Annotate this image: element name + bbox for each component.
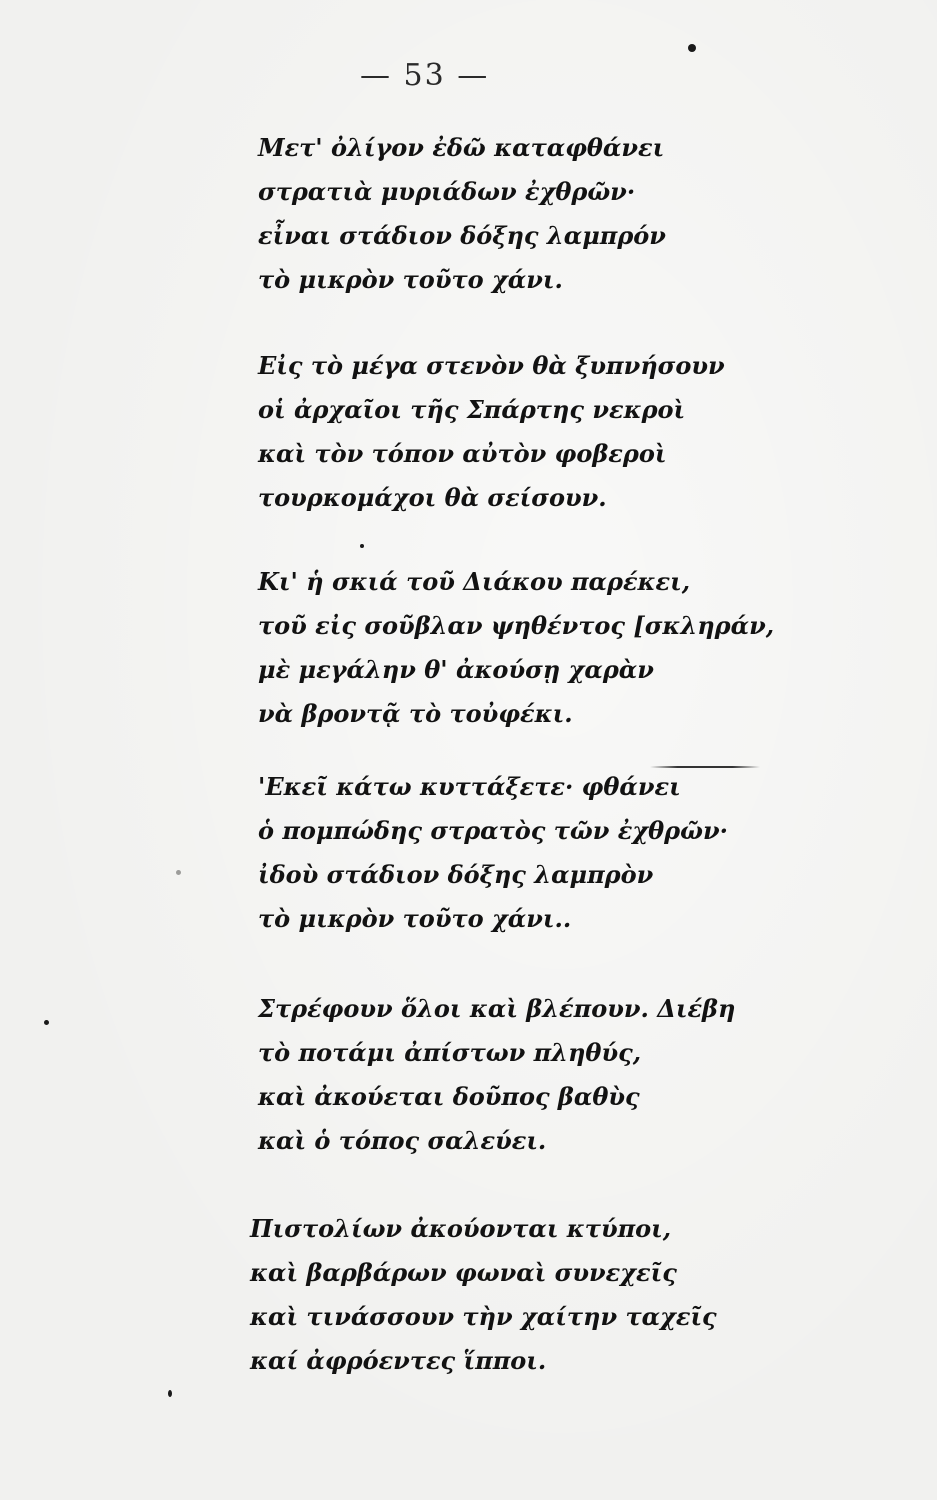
- verse-line: καὶ τινάσσουν τὴν χαίτην ταχεῖς: [250, 1302, 717, 1331]
- verse-line: καὶ ἀκούεται δοῦπος βαθὺς: [258, 1082, 640, 1111]
- verse-line: στρατιὰ μυριάδων ἐχθρῶν·: [258, 177, 636, 206]
- verse-line: τοῦ εἰς σοῦβλαν ψηθέντος [σκληράν,: [258, 611, 775, 640]
- verse-line: καί ἀφρόεντες ἵπποι.: [250, 1346, 547, 1375]
- verse-line: Εἰς τὸ μέγα στενὸν θὰ ξυπνήσουν: [258, 351, 725, 380]
- verse-line: εἶναι στάδιον δόξης λαμπρόν: [258, 221, 666, 250]
- verse-line: Πιστολίων ἀκούονται κτύποι,: [250, 1214, 672, 1243]
- verse-line: Στρέφουν ὅλοι καὶ βλέπουν. Διέβη: [258, 994, 736, 1023]
- stanza-5: [258, 987, 778, 1163]
- scan-speck: [44, 1020, 49, 1025]
- verse-line: ὁ πομπώδης στρατὸς τῶν ἐχθρῶν·: [258, 816, 728, 845]
- verse-line: Μετ' ὀλίγον ἐδῶ καταφθάνει: [258, 133, 665, 162]
- verse-line: καὶ βαρβάρων φωναὶ συνεχεῖς: [250, 1258, 677, 1287]
- verse-line: τὸ μικρὸν τοῦτο χάνι..: [258, 904, 572, 933]
- verse-line: ἰδοὺ στάδιον δόξης λαμπρὸν: [258, 860, 654, 889]
- scan-speck: [688, 44, 696, 52]
- scan-speck: [360, 544, 364, 548]
- stanza-2: [258, 344, 778, 520]
- verse-line: Κι' ἡ σκιά τοῦ Διάκου παρέκει,: [258, 567, 691, 596]
- scan-speck: [168, 1390, 172, 1397]
- stanza-6: [250, 1207, 770, 1383]
- verse-line: οἱ ἀρχαῖοι τῆς Σπάρτης νεκροὶ: [258, 395, 686, 424]
- verse-line: τουρκομάχοι θὰ σείσουν.: [258, 483, 607, 512]
- verse-line: καὶ ὁ τόπος σαλεύει.: [258, 1126, 547, 1155]
- stanza-4: [258, 765, 778, 941]
- verse-line: νὰ βροντᾷ τὸ τοὐφέκι.: [258, 699, 573, 728]
- page-number: — 53 —: [360, 58, 490, 93]
- verse-line: καὶ τὸν τόπον αὐτὸν φοβεροὶ: [258, 439, 667, 468]
- verse-line: μὲ μεγάλην θ' ἀκούσῃ χαρὰν: [258, 655, 654, 684]
- stanza-3: [258, 560, 778, 736]
- scan-speck: [176, 870, 181, 875]
- verse-line: τὸ ποτάμι ἀπίστων πληθύς,: [258, 1038, 642, 1067]
- stanza-1: [258, 126, 778, 302]
- verse-line: 'Εκεῖ κάτω κυττάξετε· φθάνει: [258, 772, 681, 801]
- verse-line: τὸ μικρὸν τοῦτο χάνι.: [258, 265, 563, 294]
